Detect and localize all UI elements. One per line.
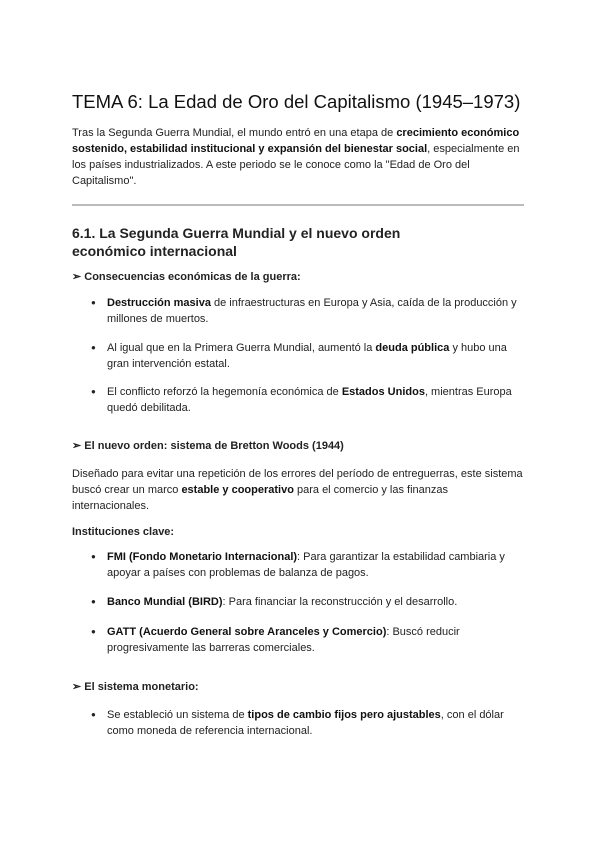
bold-text: deuda pública [375, 342, 450, 354]
bold-text: Banco Mundial (BIRD) [107, 596, 223, 608]
bullet-icon: ● [91, 343, 96, 352]
bullet-icon: ● [91, 298, 96, 307]
bullet-item [91, 384, 527, 416]
text-run: y hubo una gran intervención estatal. [107, 342, 507, 370]
text-run: , especialmente en los países industrializados. A este periodo se le conoce como la "Edad de Oro del Capitalismo". [72, 143, 520, 187]
bullet-item [91, 295, 527, 327]
bullet-item [91, 707, 527, 739]
text-run: El conflicto reforzó la hegemonía económica de [107, 386, 342, 398]
bold-text: FMI (Fondo Monetario Internacional) [107, 551, 298, 563]
bold-text: Estados Unidos [341, 386, 425, 398]
subheading-consequences: ➢ Consecuencias económicas de la guerra: [72, 271, 301, 283]
text-run: : Para garantizar la estabilidad cambiaria y apoyar a países con problemas de balanza de pagos. [107, 551, 505, 579]
text-run: , mientras Europa quedó debilitada. [107, 386, 512, 414]
intro-paragraph [72, 125, 532, 189]
bullet-item [91, 340, 527, 372]
bold-text: estable y cooperativo [181, 484, 294, 496]
bullet-icon: ● [91, 552, 96, 561]
text-run: , con el dólar como moneda de referencia internacional. [107, 709, 504, 737]
document-title: TEMA 6: La Edad de Oro del Capitalismo (1945–1973) [72, 91, 521, 112]
horizontal-divider [72, 204, 524, 206]
bullet-icon: ● [91, 387, 96, 396]
text-run: Al igual que en la Primera Guerra Mundial, aumentó la [107, 342, 376, 354]
bullet-item [91, 549, 527, 581]
institutions-label: Instituciones clave: [72, 526, 175, 538]
text-run: : Para financiar la reconstrucción y el desarrollo. [222, 596, 458, 608]
bullet-item [91, 594, 527, 610]
bullet-icon: ● [91, 597, 96, 606]
bold-text: Destrucción masiva [107, 297, 211, 309]
bold-text: crecimiento económico sostenido, estabilidad institucional y expansión del bienestar social [72, 127, 520, 155]
text-run: : Buscó reducir progresivamente las barreras comerciales. [107, 626, 460, 654]
text-run: de infraestructuras en Europa y Asia, caída de la producción y millones de muertos. [107, 297, 517, 325]
bullet-icon: ● [91, 627, 96, 636]
text-run: para el comercio y las finanzas internacionales. [72, 484, 449, 512]
bullet-icon: ● [91, 710, 96, 719]
text-run: Tras la Segunda Guerra Mundial, el mundo entró en una etapa de [72, 127, 397, 139]
text-run: Diseñado para evitar una repetición de los errores del período de entreguerras, este sistema buscó crear un marco [72, 468, 523, 496]
section-heading: 6.1. La Segunda Guerra Mundial y el nuevo orden económico internacional [72, 225, 401, 259]
bretton-woods-paragraph [72, 466, 528, 514]
bold-text: tipos de cambio fijos pero ajustables [247, 709, 441, 721]
subheading-monetary-system: ➢ El sistema monetario: [72, 681, 199, 693]
text-run: Se estableció un sistema de [107, 709, 248, 721]
bold-text: GATT (Acuerdo General sobre Aranceles y Comercio) [107, 626, 387, 638]
subheading-bretton-woods: ➢ El nuevo orden: sistema de Bretton Woods (1944) [72, 440, 344, 452]
bullet-item [91, 624, 527, 656]
